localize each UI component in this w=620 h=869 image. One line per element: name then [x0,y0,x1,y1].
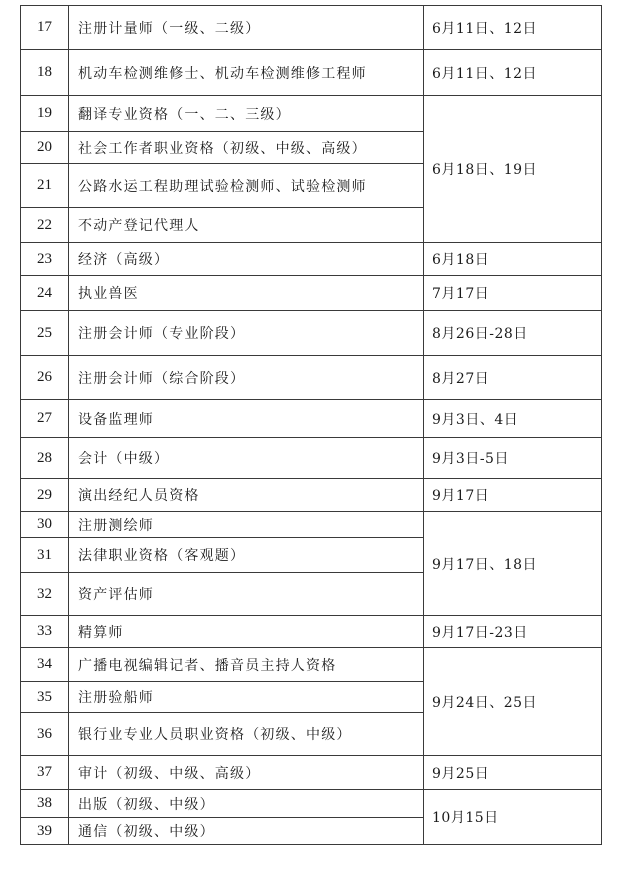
exam-name: 演出经纪人员资格 [69,479,424,512]
row-number: 20 [21,132,69,164]
exam-name: 注册测绘师 [69,512,424,538]
row-number: 34 [21,648,69,682]
exam-date: 6月11日、12日 [424,6,602,50]
table-row [21,276,602,311]
exam-name: 资产评估师 [69,573,424,616]
table-row [21,6,602,50]
exam-name: 精算师 [69,616,424,648]
row-number: 21 [21,164,69,208]
exam-name: 注册计量师（一级、二级） [69,6,424,50]
exam-name: 不动产登记代理人 [69,208,424,243]
exam-date: 9月25日 [424,756,602,790]
table-row [21,648,602,682]
exam-date: 8月26日-28日 [424,311,602,356]
row-number: 36 [21,713,69,756]
table-row [21,400,602,438]
row-number: 32 [21,573,69,616]
row-number: 31 [21,538,69,573]
exam-name: 出版（初级、中级） [69,790,424,818]
row-number: 35 [21,682,69,713]
exam-date: 9月17日、18日 [424,512,602,616]
exam-date: 6月18日 [424,243,602,276]
exam-date: 9月17日-23日 [424,616,602,648]
table-row [21,243,602,276]
table-row [21,50,602,96]
row-number: 39 [21,818,69,845]
exam-name: 会计（中级） [69,438,424,479]
exam-name: 广播电视编辑记者、播音员主持人资格 [69,648,424,682]
exam-schedule-table [20,5,602,845]
table-row [21,438,602,479]
row-number: 23 [21,243,69,276]
row-number: 30 [21,512,69,538]
exam-date: 9月17日 [424,479,602,512]
exam-date: 7月17日 [424,276,602,311]
exam-date: 6月18日、19日 [424,96,602,243]
row-number: 25 [21,311,69,356]
exam-schedule-body [21,6,602,845]
exam-date: 8月27日 [424,356,602,400]
row-number: 22 [21,208,69,243]
row-number: 26 [21,356,69,400]
row-number: 38 [21,790,69,818]
exam-date: 6月11日、12日 [424,50,602,96]
row-number: 29 [21,479,69,512]
table-row [21,356,602,400]
table-row [21,756,602,790]
exam-name: 公路水运工程助理试验检测师、试验检测师 [69,164,424,208]
exam-name: 审计（初级、中级、高级） [69,756,424,790]
row-number: 27 [21,400,69,438]
exam-date: 9月3日-5日 [424,438,602,479]
exam-name: 机动车检测维修士、机动车检测维修工程师 [69,50,424,96]
row-number: 24 [21,276,69,311]
exam-date: 9月3日、4日 [424,400,602,438]
exam-name: 银行业专业人员职业资格（初级、中级） [69,713,424,756]
table-row [21,616,602,648]
table-row [21,512,602,538]
exam-name: 执业兽医 [69,276,424,311]
exam-name: 注册会计师（专业阶段） [69,311,424,356]
exam-name: 翻译专业资格（一、二、三级） [69,96,424,132]
exam-name: 经济（高级） [69,243,424,276]
row-number: 19 [21,96,69,132]
exam-name: 注册会计师（综合阶段） [69,356,424,400]
table-row [21,479,602,512]
exam-name: 注册验船师 [69,682,424,713]
table-row [21,96,602,132]
row-number: 33 [21,616,69,648]
table-row [21,311,602,356]
row-number: 37 [21,756,69,790]
exam-date: 10月15日 [424,790,602,845]
table-row [21,790,602,818]
row-number: 28 [21,438,69,479]
exam-name: 法律职业资格（客观题） [69,538,424,573]
exam-name: 社会工作者职业资格（初级、中级、高级） [69,132,424,164]
exam-name: 设备监理师 [69,400,424,438]
row-number: 17 [21,6,69,50]
row-number: 18 [21,50,69,96]
exam-date: 9月24日、25日 [424,648,602,756]
exam-name: 通信（初级、中级） [69,818,424,845]
